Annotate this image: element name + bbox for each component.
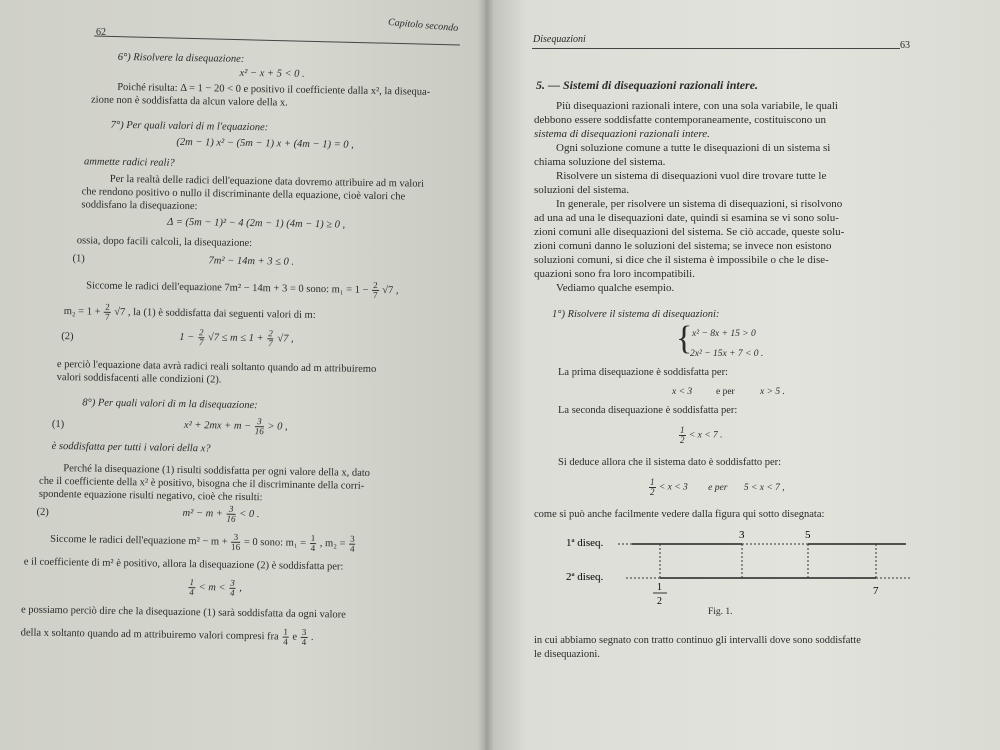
right-page [486,0,1000,750]
figure-intro: come si può anche facilmente vedere dalla figura qui sotto disegnata: [534,509,825,520]
first-solution-label: La prima disequazione è soddisfatta per: [558,367,728,378]
ex7-discriminant: Δ = (5m − 1)² − 4 (2m − 1) (4m − 1) ≥ 0 , [167,216,346,231]
system-eq-1: x² − 8x + 15 > 0 [692,329,756,339]
ex8-solution: $\frac{1}{4}$ < m < $\frac{3}{4}$ , [189,577,243,598]
ex7-text-3: soddisfano la disequazione: [81,199,198,213]
first-solution-b: x > 5 . [760,387,785,397]
eq-label-3: (1) [51,418,65,431]
ex6-text-1: Poiché risulta: Δ = 1 − 20 < 0 e positivo il coefficiente dalla x², la disequa- [117,81,431,98]
system-brace: { [676,320,693,357]
eq-label-2: (2) [61,331,74,343]
ex7-text-6: valori soddisfacenti alle condizioni (2). [56,371,222,386]
ex8-question: è soddisfatta per tutti i valori della x? [51,440,211,455]
left-running-header: Capitolo secondo [387,16,459,35]
ex8-text-1: Perché la disequazione (1) risulti soddisfatta per ogni valore della x, dato [63,463,371,479]
ex8-title: 8°) Per quali valori di m la disequazione: [82,397,258,412]
tick-half-den: 2 [657,596,662,607]
fraction-1-4: $\frac{1}{4}$ [189,577,195,598]
tick-7-label: 7 [873,585,879,597]
fraction-1-4: $\frac{1}{4}$ [310,533,316,554]
ex6-title: 6°) Risolvere la disequazione: [117,51,245,65]
ex7-m2-line: m₂ = 1 + $\frac{2}{7}$ √7 , la (1) è soddisfatta dai seguenti valori di m: [63,301,316,322]
number-line-figure [546,522,946,618]
fraction-3-16: $\frac{3}{16}$ [226,503,236,524]
fraction-3-4: $\frac{3}{4}$ [230,577,235,598]
figure-caption: Fig. 1. [708,607,733,617]
para-line: In generale, per risolvere un sistema di disequazioni, si risolvono [556,198,843,210]
second-solution: $\frac{1}{2}$ < x < 7 . [680,425,723,445]
tick-half-num: 1 [657,582,662,593]
para-line: debbono essere soddisfatte contemporaneamente, costituiscono un [534,114,827,126]
para-line: soluzioni del sistema. [534,184,630,196]
right-header-rule [532,48,900,49]
ex8-text-2: che il coefficiente della x² è positivo, bisogna che il discriminante della corri- [38,475,365,492]
ex8-text-3: spondente equazione risulti negativo, cioè che risulti: [38,488,263,504]
fraction-3-4: $\frac{3}{4}$ [349,533,355,554]
tick-5-label: 5 [805,529,811,541]
para-line: soluzioni comuni, si dice che il sistema è impossibile o che le dise- [534,254,829,266]
para-line: Ogni soluzione comune a tutte le disequazioni di un sistema si [556,142,831,154]
ex8-text-4: e il coefficiente di m² è positivo, allora la disequazione (2) è soddisfatta per: [23,556,344,573]
eq-label-4: (2) [36,506,49,518]
deduce-text: Si deduce allora che il sistema dato è soddisfatto per: [558,457,782,468]
left-body [0,0,486,750]
fraction-1-2: $\frac{1}{2}$ [680,425,685,445]
ex6-inequality: x² − x + 5 < 0 . [239,67,305,80]
para-line: chiama soluzione del sistema. [534,156,666,168]
first-solution-and: e per [716,387,735,397]
fraction-2-7: $\frac{2}{7}$ [372,279,378,301]
fraction-3-16: $\frac{3}{16}$ [231,531,241,552]
system-eq-2: 2x² − 15x + 7 < 0 . [690,349,764,359]
ex7-text-5: e perciò l'equazione data avrà radici reali soltanto quando ad m attribuiremo [56,358,377,376]
closing-line-1: in cui abbiamo segnato con tratto continuo gli intervalli dove sono soddisfatte [534,635,861,646]
fraction-2-7: $\frac{2}{7}$ [105,301,110,322]
para-line: zioni comuni alle disequazioni del sistema. Se ciò accade, queste solu- [534,226,845,238]
left-page [0,0,486,750]
ex7-title: 7°) Per quali valori di m l'equazione: [110,119,269,134]
ex7-interval: 1 − $\frac{2}{7}$ √7 ≤ m ≤ 1 + $\frac{2}{7}$ √7 , [179,327,294,349]
fraction-3-16: $\frac{3}{16}$ [254,416,264,437]
closing-line-2: le disequazioni. [534,649,600,660]
para-line: Vediamo qualche esempio. [556,282,675,294]
para-line: ad una ad una le disequazioni date, quindi si esamina se vi sono solu- [534,212,839,224]
book-gutter [478,0,494,750]
ex7-equation: (2m − 1) x² − (5m − 1) x + (4m − 1) = 0 , [176,136,354,151]
ex8-text-6: della x soltanto quando ad m attribuiremo valori compresi fra $\frac{1}{4}$ e $\frac{3}{4}$ . [20,626,314,647]
tick-3-label: 3 [739,529,745,541]
ex6-text-2: zione non è soddisfatta da alcun valore della x. [90,94,288,109]
ex7-text-2: che rendono positivo o nullo il discriminante della equazione, cioè valori che [81,186,406,203]
eq-label-1: (1) [72,253,85,265]
right-page-number: 63 [900,40,910,51]
para-line: quazioni sono fra loro incompatibili. [534,268,695,280]
para-line: Più disequazioni razionali intere, con una sola variabile, le quali [556,100,838,112]
fraction-3-4: $\frac{3}{4}$ [301,626,307,647]
fraction-1-2: $\frac{1}{2}$ [650,477,655,497]
example-title: 1°) Risolvere il sistema di disequazioni: [552,309,720,320]
ex7-text-1: Per la realtà delle radici dell'equazione data dovremo attribuire ad m valori [109,173,425,190]
ex7-text-4: ossia, dopo facili calcoli, la disequazione: [76,235,253,250]
ex8-roots-line: Siccome le radici dell'equazione m² − m + $\frac{3}{16}$ = 0 sono: m₁ = $\frac{1}{4}$ , m₂ = $\frac{3}{4}$ [50,531,355,554]
fraction-2-7: $\frac{2}{7}$ [198,327,204,348]
ex8-inequality-2: m² − m + $\frac{3}{16}$ < 0 . [182,503,260,524]
section-title: 5. — Sistemi di disequazioni razionali intere. [536,78,759,92]
ex7-question: ammette radici reali? [84,156,175,169]
ex8-text-5: e possiamo perciò dire che la disequazione (1) sarà soddisfatta da ogni valore [20,604,346,621]
first-solution-a: x < 3 [672,387,693,397]
para-line: Risolvere un sistema di disequazioni vuol dire trovare tutte le [556,170,827,182]
ex8-inequality: x² + 2mx + m − $\frac{3}{16}$ > 0 , [183,416,288,437]
para-line: sistema di disequazioni razionali intere. [534,128,710,140]
second-solution-label: La seconda disequazione è soddisfatta per: [558,405,738,416]
fraction-2-7: $\frac{2}{7}$ [268,328,273,349]
row1-label: 1ª diseq. [566,537,604,549]
row2-label: 2ª diseq. [566,571,604,583]
fraction-1-4: $\frac{1}{4}$ [283,626,289,647]
para-line: zioni comuni danno le soluzioni del sistema; se invece non esistono [534,240,832,252]
final-solution: $\frac{1}{2}$ < x < 3 e per 5 < x < 7 , [650,477,785,497]
ex7-inequality-1: 7m² − 14m + 3 ≤ 0 . [208,255,295,268]
ex7-roots-line: Siccome le radici dell'equazione 7m² − 14m + 3 = 0 sono: m₁ = 1 − $\frac{2}{7}$ √7 , [86,279,399,301]
right-running-header: Disequazioni [533,34,586,45]
left-page-number: 62 [96,27,106,38]
